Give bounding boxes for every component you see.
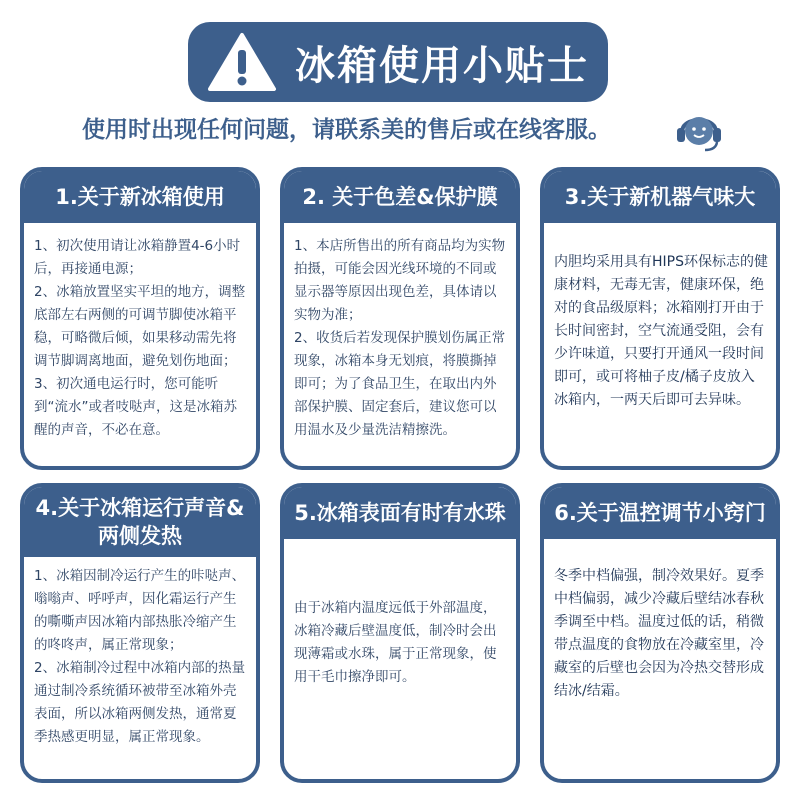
card-body: 1、初次使用请让冰箱静置4-6小时后，再接通电源； 2、冰箱放置坚实平坦的地方，调整底部左右两侧的可调节脚使冰箱平稳，可略微后倾，如果移动需先将调节脚调离地面，避免划伤地面； 3、初次通电运行时，您可能听到“流水”或者吱哒声，这是冰箱苏醒的声音，不必在意。 bbox=[34, 238, 246, 438]
card-body: 冬季中档偏强，制冷效果好。夏季中档偏弱，减少冷藏后壁结冰春秋季调至中档。温度过低的话，稍微带点温度的食物放在冷藏室里，冷藏室的后壁也会因为冷热交替形成结冰/结霜。 bbox=[554, 568, 764, 699]
card-body: 内胆均采用具有HIPS环保标志的健康材料，无毒无害，健康环保，绝对的食品级原料；冰箱刚打开由于长时间密封，空气流通受阻，会有少许味道，只要打开通风一段时间即可，或可将柚子皮/橘子皮放入冰箱内，一两天后即可去异味。 bbox=[554, 254, 768, 408]
card-title: 4.关于冰箱运行声音&两侧发热 bbox=[24, 487, 256, 557]
page-subtitle: 使用时出现任何问题，请联系美的售后或在线客服。 bbox=[82, 117, 611, 143]
headset-icon bbox=[672, 104, 726, 154]
card-water-drops bbox=[280, 483, 520, 783]
title-banner bbox=[188, 22, 608, 102]
warning-icon bbox=[207, 32, 277, 92]
card-title: 3.关于新机器气味大 bbox=[544, 171, 776, 223]
card-body: 1、冰箱因制冷运行产生的咔哒声、嗡嗡声、呼呼声，因化霜运行产生的嘶嘶声因冰箱内部热胀冷缩产生的咚咚声，属正常现象； 2、冰箱制冷过程中冰箱内部的热量通过制冷系统循环被带至冰箱外壳表面，所以冰箱两侧发热，通常夏季热感更明显，属正常现象。 bbox=[34, 568, 246, 745]
page-title: 冰箱使用小贴士 bbox=[295, 42, 589, 89]
card-title: 5.冰箱表面有时有水珠 bbox=[284, 487, 516, 539]
card-noise-heat bbox=[20, 483, 260, 783]
card-body: 1、本店所售出的所有商品均为实物拍摄，可能会因光线环境的不同或显示器等原因出现色差，具体请以实物为准； 2、收货后若发现保护膜划伤属正常现象，冰箱本身无划痕，将膜撕掉即可；为了食品卫生，在取出内外部保护膜、固定套后，建议您可以用温水及少量洗洁精擦洗。 bbox=[294, 238, 506, 438]
card-odor bbox=[540, 167, 780, 470]
card-temp-tips bbox=[540, 483, 780, 783]
card-body: 由于冰箱内温度远低于外部温度，冰箱冷藏后壁温度低，制冷时会出现薄霜或水珠，属于正常现象，使用干毛巾擦净即可。 bbox=[294, 600, 497, 685]
card-title: 6.关于温控调节小窍门 bbox=[544, 487, 776, 539]
card-title: 1.关于新冰箱使用 bbox=[24, 171, 256, 223]
card-color-film bbox=[280, 167, 520, 470]
card-title: 2. 关于色差&保护膜 bbox=[284, 171, 516, 223]
card-new-fridge bbox=[20, 167, 260, 470]
